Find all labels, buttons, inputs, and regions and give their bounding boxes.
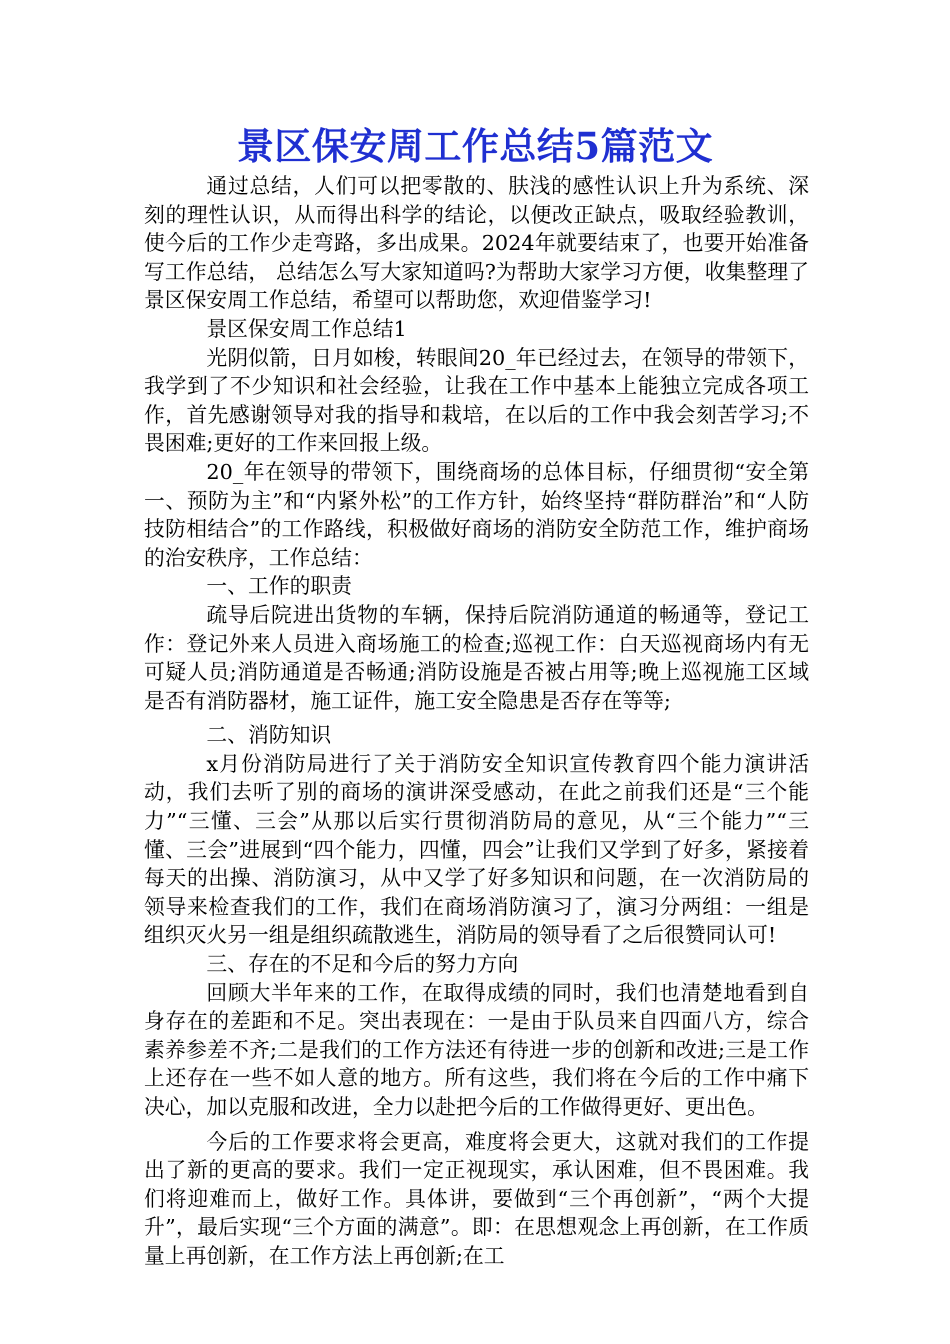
section-title: 景区保安周工作总结1: [206, 316, 407, 341]
document-body: [144, 172, 809, 1271]
body-paragraph: 今后的工作要求将会更高，难度将会更大，这就对我们的工作提出了新的更高的要求。我们一定正视现实，承认困难，但不畏困难。我们将迎难而上，做好工作。具体讲，要做到“三个再创新”，“两个大提升”，最后实现“三个方面的满意”。即：在思想观念上再创新，在工作质量上再创新，在工作方法上再创新;在工: [144, 1129, 809, 1268]
body-paragraph: 回顾大半年来的工作，在取得成绩的同时，我们也清楚地看到自身存在的差距和不足。突出表现在：一是由于队员来自四面八方，综合素养参差不齐;二是我们的工作方法还有待进一步的创新和改进;三是工作上还存在一些不如人意的地方。所有这些，我们将在今后的工作中痛下决心，加以克服和改进，全力以赴把今后的工作做得更好、更出色。: [144, 980, 809, 1119]
subheading: 三、存在的不足和今后的努力方向: [206, 952, 519, 977]
body-paragraph: 20_年在领导的带领下，围绕商场的总体目标，仔细贯彻“安全第一、预防为主”和“内紧外松”的工作方针，始终坚持“群防群治”和“人防技防相结合”的工作路线，积极做好商场的消防安全防范工作，维护商场的治安秩序，工作总结：: [144, 459, 809, 570]
body-paragraph: 光阴似箭，日月如梭，转眼间20_年已经过去，在领导的带领下，我学到了不少知识和社会经验，让我在工作中基本上能独立完成各项工作，首先感谢领导对我的指导和栽培，在以后的工作中我会刻苦学习;不畏困难;更好的工作来回报上级。: [144, 345, 809, 456]
subheading: 一、工作的职责: [206, 574, 352, 599]
body-paragraph: x月份消防局进行了关于消防安全知识宣传教育四个能力演讲活动，我们去听了别的商场的演讲深受感动，在此之前我们还是“三个能力”“三懂、三会”从那以后实行贯彻消防局的意见，从“三个能力”“三懂、三会”进展到“四个能力，四懂，四会”让我们又学到了好多，紧接着每天的出操、消防演习，从中又学了好多知识和问题，在一次消防局的领导来检查我们的工作，我们在商场消防演习了，演习分两组：一组是组织灭火另一组是组织疏散逃生，消防局的领导看了之后很赞同认可!: [144, 751, 809, 948]
intro-paragraph: 通过总结，人们可以把零散的、肤浅的感性认识上升为系统、深刻的理性认识，从而得出科学的结论，以便改正缺点，吸取经验教训，使今后的工作少走弯路，多出成果。2024年就要结束了，也要开始准备写工作总结， 总结怎么写大家知道吗?为帮助大家学习方便，收集整理了景区保安周工作总结，希望可以帮助您，欢迎借鉴学习!: [144, 174, 809, 313]
subheading: 二、消防知识: [206, 723, 332, 748]
document-title: 景区保安周工作总结5篇范文: [236, 124, 714, 168]
body-paragraph: 疏导后院进出货物的车辆，保持后院消防通道的畅通等，登记工作：登记外来人员进入商场施工的检查;巡视工作：白天巡视商场内有无可疑人员;消防通道是否畅通;消防设施是否被占用等;晚上巡视施工区域是否有消防器材，施工证件，施工安全隐患是否存在等等;: [144, 602, 809, 713]
